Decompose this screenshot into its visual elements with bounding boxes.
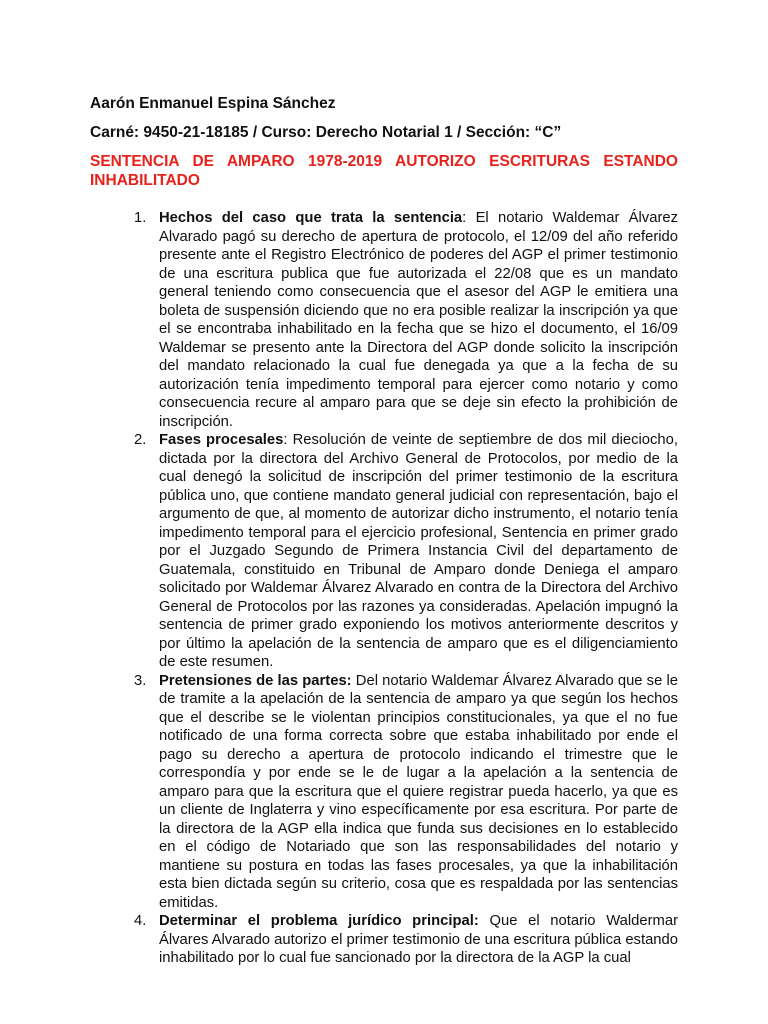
list-item-separator: : (462, 210, 467, 226)
list-item-facts (134, 209, 678, 431)
list-item-heading: Hechos del caso que trata la sentencia (159, 210, 463, 226)
list-item-phases (134, 431, 678, 672)
list-item-legal-problem (134, 912, 678, 968)
document-title-line-2: INHABILITADO (90, 172, 200, 189)
list-item-body: Del notario Waldemar Álvarez Alvarado que se le de tramite a la apelación de la sentencia de amparo ya que según los hechos que el describe se le violentan principios constitucionales, ya que el no fue notificado de una forma correcta sobre que estaba inhabilitado por ende el pago su derecho a apertura de protocolo indicando el trimestre que le correspondía y por ende se le de lugar a la apelación a la sentencia de amparo para que la escritura que el quiere registrar pueda hacerlo, ya que es un cliente de Inglaterra y vino específicamente por esa escritura. Por parte de la directora de la AGP ella indica que funda sus decisiones en lo establecido en el código de Notariado que son las responsabilidades del notario y mantiene su postura en todas las fases procesales, ya que la inhabilitación esta bien dictada según su criterio, cosa que es respaldada por las sentencias emitidas. (159, 672, 678, 911)
list-item-body: El notario Waldemar Álvarez Alvarado pagó su derecho de apertura de protocolo, el 12/09 del año referido presente ante el Registro Electrónico de poderes del AGP el primer testimonio de una escritura publica que fue autorizada el 22/08 que es un mandato general teniendo como consecuencia que el asesor del AGP le emitiera una boleta de suspensión diciendo que no era posible realizar la inscripción ya que el se encontraba inhabilitado en la fecha que se hizo el documento, el 16/09 Waldemar se presento ante la Directora del AGP donde solicito la inscripción del mandato relacionado la cual fue denegada ya que a la fecha de su autorización tenía impedimento temporal para ejercer como notario y como consecuencia recure al amparo para que se deje sin efecto la prohibición de inscripción. (159, 210, 678, 430)
list-item-number: 3. (134, 672, 147, 689)
list-item-claims (134, 672, 678, 913)
list-item-body: Resolución de veinte de septiembre de dos mil dieciocho, dictada por la directora del Archivo General de Protocolos, por medio de la cual denegó la solicitud de inscripción del primer testimonio de la escritura pública uno, que contiene mandato general judicial con representación, bajo el argumento de que, al momento de autorizar dicho instrumento, el notario tenía impedimento temporal para el ejercicio profesional, Sentencia en primer grado por el Juzgado Segundo de Primera Instancia Civil del departamento de Guatemala, constituido en Tribunal de Amparo donde Deniega el amparo solicitado por Waldemar Álvarez Alvarado en contra de la Directora del Archivo General de Protocolos por las razones ya consideradas. Apelación impugnó la sentencia de primer grado exponiendo los motivos anteriormente descritos y por último la apelación de la sentencia de amparo que es el diligenciamiento de este resumen. (159, 432, 678, 670)
document-title (90, 152, 678, 190)
student-meta: Carné: 9450-21-18185 / Curso: Derecho Notarial 1 / Sección: “C” (90, 124, 562, 141)
list-item-body: Que el notario Waldermar Álvares Alvarado autorizo el primer testimonio de una escritura pública estando inhabilitado por lo cual fue sancionado por la directora de la AGP la cual (159, 913, 678, 966)
author-name: Aarón Enmanuel Espina Sánchez (90, 95, 336, 112)
list-item-heading: Pretensiones de las partes: (159, 672, 352, 689)
document-title-line-1: SENTENCIA DE AMPARO 1978-2019 AUTORIZO ESCRITURAS ESTANDO (90, 153, 678, 170)
list-item-number: 1. (134, 210, 147, 226)
list-item-heading: Determinar el problema jurídico principal: (159, 913, 479, 929)
numbered-list (134, 209, 678, 968)
list-item-heading: Fases procesales (159, 432, 284, 448)
list-item-number: 2. (134, 432, 147, 448)
list-item-separator: : (283, 432, 288, 448)
list-item-number: 4. (134, 913, 147, 929)
